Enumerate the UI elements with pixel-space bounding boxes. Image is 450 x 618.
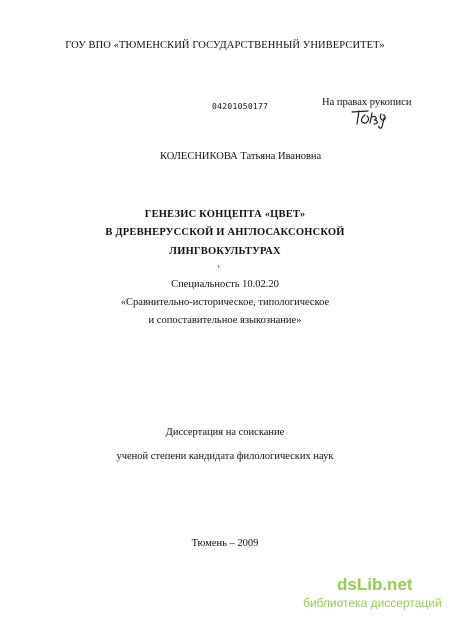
watermark-logo: dsLib.net: [337, 575, 413, 594]
title-line-3: ЛИНГВОКУЛЬТУРАХ: [169, 246, 281, 257]
specialty-code: Специальность 10.02.20: [171, 279, 279, 290]
title-line-1: ГЕНЕЗИС КОНЦЕПТА «ЦВЕТ»: [144, 209, 306, 220]
specialty-name-line-2: и сопоставительное языкознание»: [148, 315, 302, 326]
rights-note: На правах рукописи: [322, 97, 412, 108]
title-line-2: В ДРЕВНЕРУССКОЙ И АНГЛОСАКСОНСКОЙ: [105, 227, 345, 238]
institution-name: ГОУ ВПО «ТЮМЕНСКИЙ ГОСУДАРСТВЕННЫЙ УНИВЕРСИТЕТ»: [65, 40, 385, 51]
place-and-year: Тюмень – 2009: [191, 538, 259, 549]
degree-label: ученой степени кандидата филологических наук: [116, 451, 334, 462]
registration-code: 04201050177: [212, 102, 269, 111]
handwritten-signature: [348, 106, 410, 130]
watermark-subtitle: библиотека диссертаций: [303, 596, 442, 610]
dissertation-label: Диссертация на соискание: [165, 427, 285, 438]
specialty-name-line-1: «Сравнительно-историческое, типологическое: [120, 297, 330, 308]
author-name: КОЛЕСНИКОВА Татьяна Ивановна: [160, 151, 322, 162]
scan-speck: [218, 265, 220, 268]
